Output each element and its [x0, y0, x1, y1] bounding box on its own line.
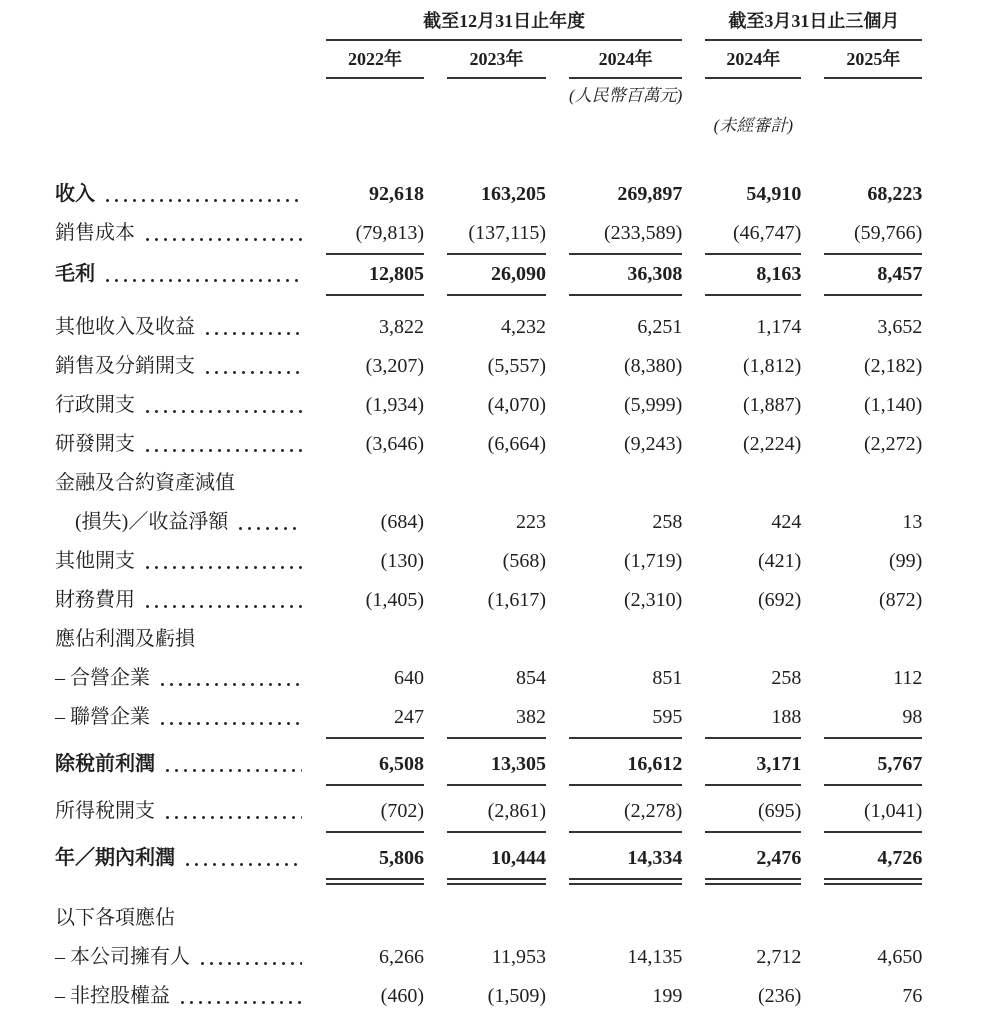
value-cell: 14,334 [569, 833, 682, 885]
row-label: 毛利 [55, 263, 95, 285]
value-cell: (3,207) [365, 355, 424, 377]
year-header-2024: 2024年 [569, 41, 682, 79]
value-cell: (1,041) [824, 786, 922, 833]
year-header-2025-q1: 2025年 [824, 41, 922, 79]
value-cell: 8,457 [824, 255, 922, 296]
value-cell: 13,305 [447, 739, 546, 786]
row-label: 以下各項應佔 [55, 907, 175, 929]
value-cell: 188 [705, 698, 801, 739]
dot-leader [203, 331, 302, 336]
value-cell: (137,115) [447, 214, 546, 255]
value-cell: 36,308 [569, 255, 682, 296]
value-cell: (2,272) [864, 433, 923, 455]
value-cell: (6,664) [487, 433, 546, 455]
table-row-finance-costs [55, 581, 922, 620]
value-cell: 595 [569, 698, 682, 739]
value-cell: 3,652 [877, 316, 923, 338]
spacer-cell [55, 79, 546, 109]
spacer-cell [55, 6, 303, 41]
value-cell: (4,070) [487, 394, 546, 416]
table-row-admin-expenses [55, 386, 922, 425]
table-row-other-expenses [55, 542, 922, 581]
dot-leader [236, 526, 302, 531]
spacer-cell [824, 109, 922, 137]
dot-leader [103, 278, 302, 283]
value-cell: (2,224) [743, 433, 802, 455]
value-cell: (5,999) [624, 394, 683, 416]
table-row-revenue [55, 137, 922, 214]
value-cell: 76 [902, 985, 923, 1007]
value-cell: (421) [758, 550, 802, 572]
value-cell: 1,174 [756, 316, 802, 338]
row-label: 其他收入及收益 [55, 316, 195, 338]
value-cell: 3,171 [705, 739, 801, 786]
period-group-row [55, 6, 922, 41]
row-label: 銷售及分銷開支 [55, 355, 195, 377]
spacer-cell [55, 41, 303, 79]
dot-leader [143, 237, 302, 242]
value-cell: (2,278) [569, 786, 682, 833]
value-cell: 5,767 [824, 739, 922, 786]
value-cell: 16,612 [569, 739, 682, 786]
value-cell: 2,712 [756, 946, 802, 968]
value-cell: (2,310) [624, 589, 683, 611]
table-row-impairment-caption [55, 464, 922, 503]
value-cell: 854 [516, 667, 546, 689]
value-cell: (2,182) [864, 355, 923, 377]
value-cell: (684) [380, 511, 424, 533]
year-header-2023: 2023年 [447, 41, 546, 79]
value-cell: (872) [879, 589, 923, 611]
dot-leader [158, 721, 302, 726]
year-header-2024-q1: 2024年 [705, 41, 801, 79]
dot-leader [163, 768, 302, 773]
dot-leader [103, 198, 302, 203]
row-label: – 本公司擁有人 [55, 946, 190, 968]
dot-leader [143, 565, 302, 570]
spacer-cell [55, 109, 682, 137]
income-statement-table [32, 6, 945, 1016]
currency-unit-note: (人民幣百萬元) [569, 86, 683, 105]
table-row-owners-of-company [55, 938, 922, 977]
row-label: – 聯營企業 [55, 706, 150, 728]
value-cell: 851 [652, 667, 683, 689]
value-cell: (130) [380, 550, 424, 572]
value-cell: (59,766) [824, 214, 922, 255]
value-cell: 14,135 [627, 946, 683, 968]
row-label: (損失)／收益淨額 [75, 511, 229, 533]
value-cell: (1,617) [487, 589, 546, 611]
value-cell: (8,380) [624, 355, 683, 377]
table-row-rd-expenses [55, 425, 922, 464]
table-row-cost-of-sales [55, 214, 922, 255]
value-cell: (46,747) [705, 214, 801, 255]
value-cell: (236) [758, 985, 802, 1007]
period-group-annual: 截至12月31日止年度 [326, 6, 682, 41]
value-cell: 6,508 [326, 739, 424, 786]
dot-leader [203, 370, 302, 375]
row-label: 應佔利潤及虧損 [55, 628, 195, 650]
row-label: 年／期內利潤 [55, 847, 175, 869]
value-cell: 4,726 [824, 833, 922, 885]
dot-leader [198, 961, 302, 966]
value-cell: (5,557) [487, 355, 546, 377]
table-row-profit-before-tax [55, 739, 922, 786]
value-cell: (1,719) [624, 550, 683, 572]
value-cell: (692) [758, 589, 802, 611]
value-cell: (1,812) [743, 355, 802, 377]
row-label: 其他開支 [55, 550, 135, 572]
value-cell: 424 [771, 511, 802, 533]
row-label: 財務費用 [55, 589, 135, 611]
dot-leader [163, 815, 302, 820]
value-cell: (1,140) [864, 394, 923, 416]
row-label: 銷售成本 [55, 222, 135, 244]
value-cell: (3,646) [365, 433, 424, 455]
value-cell: (99) [889, 550, 923, 572]
value-cell: 92,618 [369, 183, 424, 205]
table-row-attributable-caption [55, 885, 922, 938]
value-cell: 3,822 [379, 316, 424, 338]
row-label: 除稅前利潤 [55, 753, 155, 775]
value-cell: (460) [380, 985, 424, 1007]
value-cell: 54,910 [746, 183, 802, 205]
spacer-cell [705, 79, 922, 109]
dot-leader [158, 682, 302, 687]
table-row-non-controlling-interests [55, 977, 922, 1016]
unit-note-row [55, 79, 922, 109]
value-cell: 382 [447, 698, 546, 739]
value-cell: (1,509) [487, 985, 546, 1007]
value-cell: (1,405) [365, 589, 424, 611]
value-cell: 199 [652, 985, 683, 1007]
table-row-selling-expenses [55, 347, 922, 386]
value-cell: 4,232 [501, 316, 546, 338]
value-cell: 10,444 [447, 833, 546, 885]
table-row-joint-ventures [55, 659, 922, 698]
value-cell: 8,163 [705, 255, 801, 296]
unaudited-note-row [55, 109, 922, 137]
row-label: 收入 [55, 183, 95, 205]
value-cell: (9,243) [624, 433, 683, 455]
value-cell: (695) [705, 786, 801, 833]
value-cell: 247 [326, 698, 424, 739]
value-cell: 163,205 [481, 183, 546, 205]
value-cell: 223 [516, 511, 546, 533]
value-cell: (1,887) [743, 394, 802, 416]
row-label: 行政開支 [55, 394, 135, 416]
dot-leader [178, 1000, 302, 1005]
row-label: 研發開支 [55, 433, 135, 455]
value-cell: 4,650 [877, 946, 923, 968]
table-row-profit-for-period [55, 833, 922, 885]
year-header-row [55, 41, 922, 79]
table-row-other-income [55, 296, 922, 347]
table-row-income-tax [55, 786, 922, 833]
table-row-impairment-net [55, 503, 922, 542]
value-cell: 2,476 [705, 833, 801, 885]
value-cell: 258 [652, 511, 683, 533]
value-cell: 5,806 [326, 833, 424, 885]
dot-leader [143, 409, 302, 414]
value-cell: (702) [326, 786, 424, 833]
value-cell: (568) [502, 550, 546, 572]
value-cell: 11,953 [491, 946, 546, 968]
period-group-quarterly: 截至3月31日止三個月 [705, 6, 922, 41]
value-cell: 6,251 [637, 316, 683, 338]
row-label: – 合營企業 [55, 667, 150, 689]
dot-leader [143, 448, 302, 453]
value-cell: 26,090 [447, 255, 546, 296]
value-cell: 68,223 [867, 183, 923, 205]
value-cell: (2,861) [447, 786, 546, 833]
table-row-share-of-profit-caption [55, 620, 922, 659]
value-cell: 112 [893, 667, 923, 689]
table-row-associates [55, 698, 922, 739]
row-label: 金融及合約資產減值 [55, 472, 235, 494]
value-cell: 6,266 [379, 946, 424, 968]
year-header-2022: 2022年 [326, 41, 424, 79]
table-row-gross-profit [55, 255, 922, 296]
value-cell: 269,897 [617, 183, 683, 205]
dot-leader [143, 604, 302, 609]
dot-leader [183, 862, 302, 867]
value-cell: 98 [824, 698, 922, 739]
value-cell: (233,589) [569, 214, 682, 255]
row-label: – 非控股權益 [55, 985, 170, 1007]
value-cell: 640 [394, 667, 424, 689]
value-cell: (79,813) [326, 214, 424, 255]
value-cell: 258 [771, 667, 802, 689]
value-cell: (1,934) [365, 394, 424, 416]
value-cell: 13 [902, 511, 923, 533]
unaudited-note: (未經審計) [713, 116, 793, 135]
row-label: 所得稅開支 [55, 800, 155, 822]
value-cell: 12,805 [326, 255, 424, 296]
